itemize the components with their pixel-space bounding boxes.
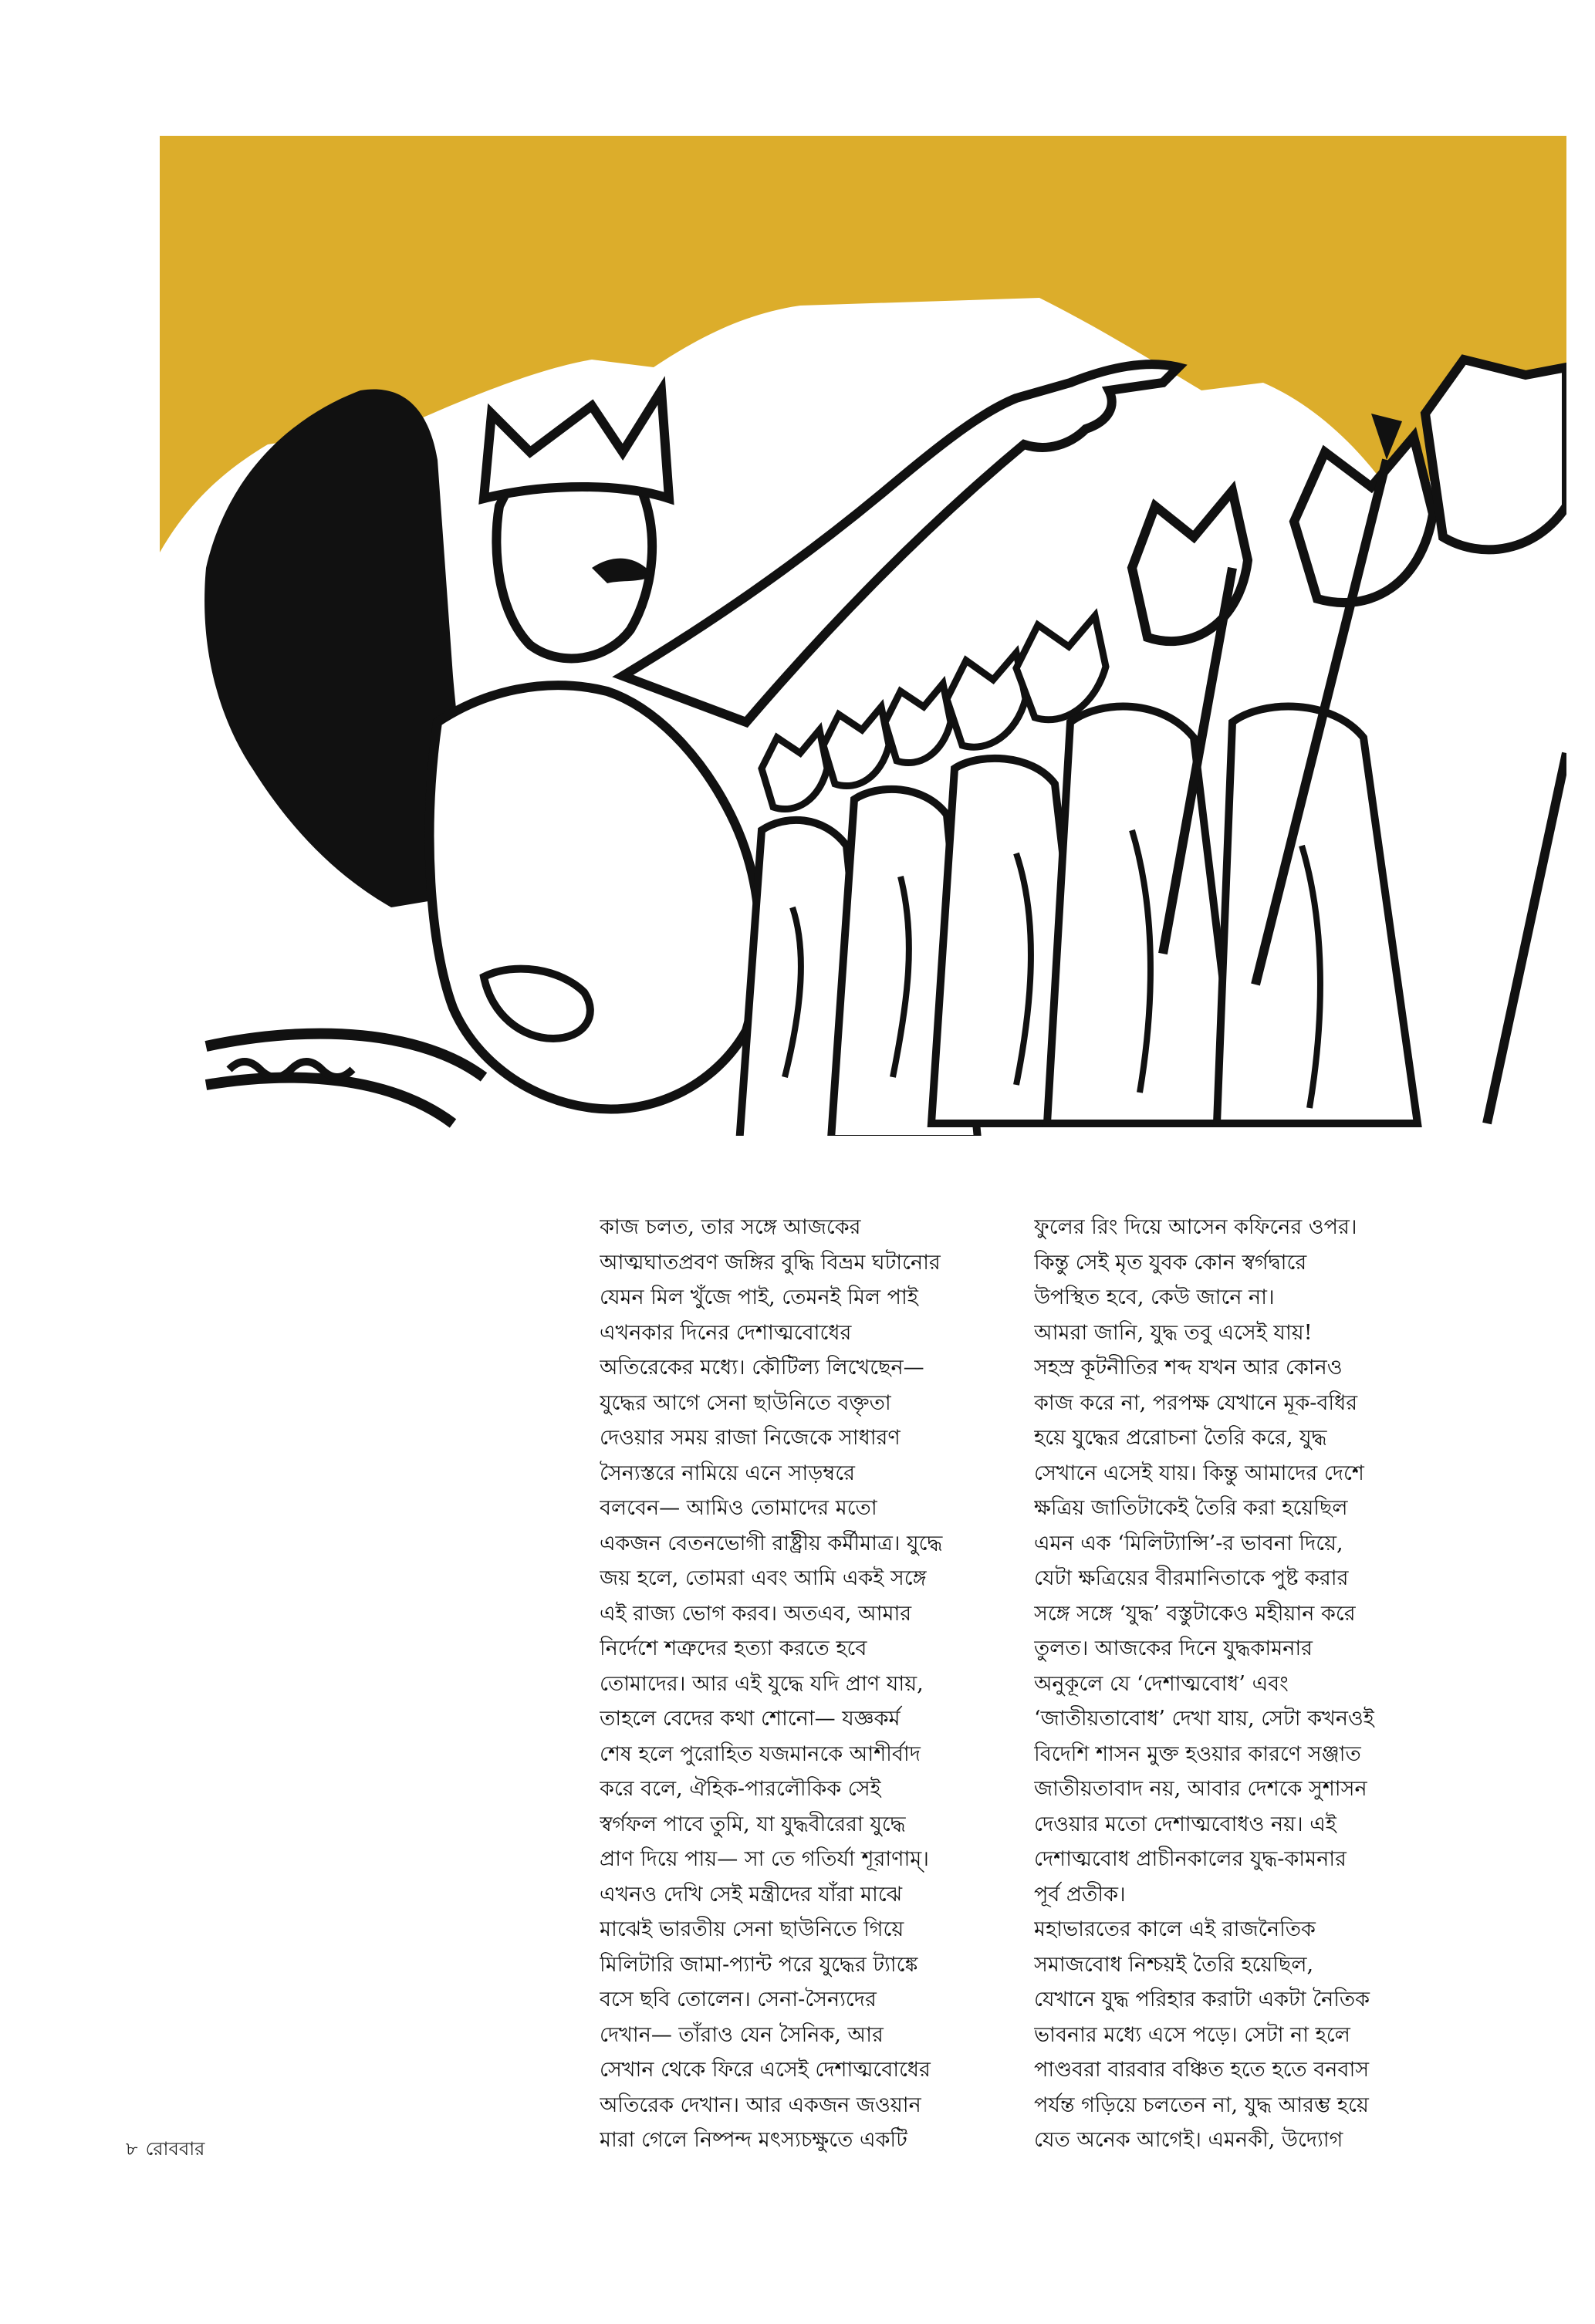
text-line: কাজ করে না, পরপক্ষ যেখানে মূক-বধির <box>1034 1390 1358 1415</box>
text-column-left <box>600 1210 1046 2158</box>
illustration-drawing <box>160 136 1566 1136</box>
magazine-name: রোববার <box>145 2138 205 2160</box>
text-line: বিদেশি শাসন মুক্ত হওয়ার কারণে সঞ্জাত <box>1034 1741 1361 1766</box>
text-line: মাঝেই ভারতীয় সেনা ছাউনিতে গিয়ে <box>600 1917 904 1941</box>
text-line: অনুকূলে যে ‘দেশাত্মবোধ’ এবং <box>1034 1671 1289 1696</box>
text-line: যেখানে যুদ্ধ পরিহার করাটা একটা নৈতিক <box>1034 1988 1370 2012</box>
text-line: উপস্থিত হবে, কেউ জানে না। <box>1034 1285 1275 1309</box>
text-line: একজন বেতনভোগী রাষ্ট্রীয় কর্মীমাত্র। যুদ্ধে <box>600 1531 943 1556</box>
text-line: এখনকার দিনের দেশাত্মবোধের <box>600 1320 852 1345</box>
text-line: দেশাত্মবোধ প্রাচীনকালের যুদ্ধ-কামনার <box>1034 1847 1347 1871</box>
text-line: সৈন্যস্তরে নামিয়ে এনে সাড়ম্বরে <box>600 1461 856 1485</box>
text-line: সেখান থেকে ফিরে এসেই দেশাত্মবোধের <box>600 2058 931 2082</box>
text-column-right <box>1034 1210 1480 2158</box>
text-line: প্রাণ দিয়ে পায়— সা তে গতির্যা শূরাণাম্। <box>600 1847 929 1871</box>
text-line: নির্দেশে শত্রুদের হত্যা করতে হবে <box>600 1637 867 1660</box>
text-line: দেওয়ার মতো দেশাত্মবোধও নয়। এই <box>1034 1812 1336 1836</box>
text-line: সমাজবোধ নিশ্চয়ই তৈরি হয়েছিল, <box>1034 1952 1314 1977</box>
text-line: ভাবনার মধ্যে এসে পড়ে। সেটা না হলে <box>1034 2022 1350 2047</box>
text-line: স্বর্গফল পাবে তুমি, যা যুদ্ধবীরেরা যুদ্ধে <box>600 1812 906 1836</box>
text-line: বসে ছবি তোলেন। সেনা-সৈন্যদের <box>600 1988 877 2012</box>
text-line: এই রাজ্য ভোগ করব। অতএব, আমার <box>600 1601 912 1626</box>
text-line: জয় হলে, তোমরা এবং আমি একই সঙ্গে <box>600 1566 927 1590</box>
text-line: দেওয়ার সময় রাজা নিজেকে সাধারণ <box>600 1426 901 1450</box>
text-line: কিন্তু সেই মৃত যুবক কোন স্বর্গদ্বারে <box>1034 1250 1307 1275</box>
text-line: কাজ চলত, তার সঙ্গে আজকের <box>600 1215 861 1239</box>
text-line: সঙ্গে সঙ্গে ‘যুদ্ধ’ বস্তুটাকেও মহীয়ান করে <box>1034 1601 1356 1626</box>
text-line: হয়ে যুদ্ধের প্ররোচনা তৈরি করে, যুদ্ধ <box>1034 1426 1327 1450</box>
cover-illustration <box>160 136 1566 1136</box>
text-line: অতিরেকের মধ্যে। কৌটিল্য লিখেছেন— <box>600 1356 924 1380</box>
text-line: পাণ্ডবরা বারবার বঞ্চিত হতে হতে বনবাস <box>1034 2058 1370 2082</box>
text-line: ‘জাতীয়তাবোধ’ দেখা যায়, সেটা কখনওই <box>1034 1707 1374 1731</box>
text-line: এমন এক ‘মিলিট্যান্সি’-র ভাবনা দিয়ে, <box>1034 1531 1343 1556</box>
text-line: মিলিটারি জামা-প্যান্ট পরে যুদ্ধের ট্যাঙ্কে <box>600 1952 918 1977</box>
text-line: যেটা ক্ষত্রিয়ের বীরমানিতাকে পুষ্ট করার <box>1034 1566 1349 1590</box>
text-line: শেষ হলে পুরোহিত যজমানকে আশীর্বাদ <box>600 1741 921 1766</box>
text-line: এখনও দেখি সেই মন্ত্রীদের যাঁরা মাঝে <box>600 1882 903 1907</box>
text-line: অতিরেক দেখান। আর একজন জওয়ান <box>600 2093 921 2117</box>
text-line: দেখান— তাঁরাও যেন সৈনিক, আর <box>600 2022 884 2047</box>
text-line: পূর্ব প্রতীক। <box>1034 1882 1126 1907</box>
text-line: ফুলের রিং দিয়ে আসেন কফিনের ওপর। <box>1034 1215 1357 1239</box>
text-line: পর্যন্ত গড়িয়ে চলতেন না, যুদ্ধ আরম্ভ হয়ে <box>1034 2093 1369 2117</box>
text-line: মারা গেলে নিষ্পন্দ মৎস্যচক্ষুতে একটি <box>600 2128 907 2152</box>
text-line: সহস্র কূটনীতির শব্দ যখন আর কোনও <box>1034 1356 1343 1380</box>
text-line: মহাভারতের কালে এই রাজনৈতিক <box>1034 1917 1316 1941</box>
text-line: আত্মঘাতপ্রবণ জঙ্গির বুদ্ধি বিভ্রম ঘটানোর <box>600 1250 941 1275</box>
text-line: বলবেন— আমিও তোমাদের মতো <box>600 1496 877 1520</box>
text-line: তোমাদের। আর এই যুদ্ধে যদি প্রাণ যায়, <box>600 1671 924 1696</box>
text-line: যেত অনেক আগেই। এমনকী, উদ্যোগ <box>1034 2128 1343 2152</box>
text-line: করে বলে, ঐহিক-পারলৌকিক সেই <box>600 1777 881 1801</box>
page-number: ৮ <box>126 2138 138 2160</box>
text-line: যুদ্ধের আগে সেনা ছাউনিতে বক্তৃতা <box>600 1390 891 1415</box>
text-line: জাতীয়তাবাদ নয়, আবার দেশকে সুশাসন <box>1034 1777 1367 1801</box>
text-line: তুলত। আজকের দিনে যুদ্ধকামনার <box>1034 1637 1313 1660</box>
text-line: ক্ষত্রিয় জাতিটাকেই তৈরি করা হয়েছিল <box>1034 1496 1348 1520</box>
text-line: যেমন মিল খুঁজে পাই, তেমনই মিল পাই <box>600 1285 918 1309</box>
text-line: সেখানে এসেই যায়। কিন্তু আমাদের দেশে <box>1034 1461 1364 1485</box>
text-line: আমরা জানি, যুদ্ধ তবু এসেই যায়! <box>1034 1320 1313 1345</box>
text-line: তাহলে বেদের কথা শোনো— যজ্ঞকর্ম <box>600 1707 901 1731</box>
page-footer <box>126 2137 204 2160</box>
